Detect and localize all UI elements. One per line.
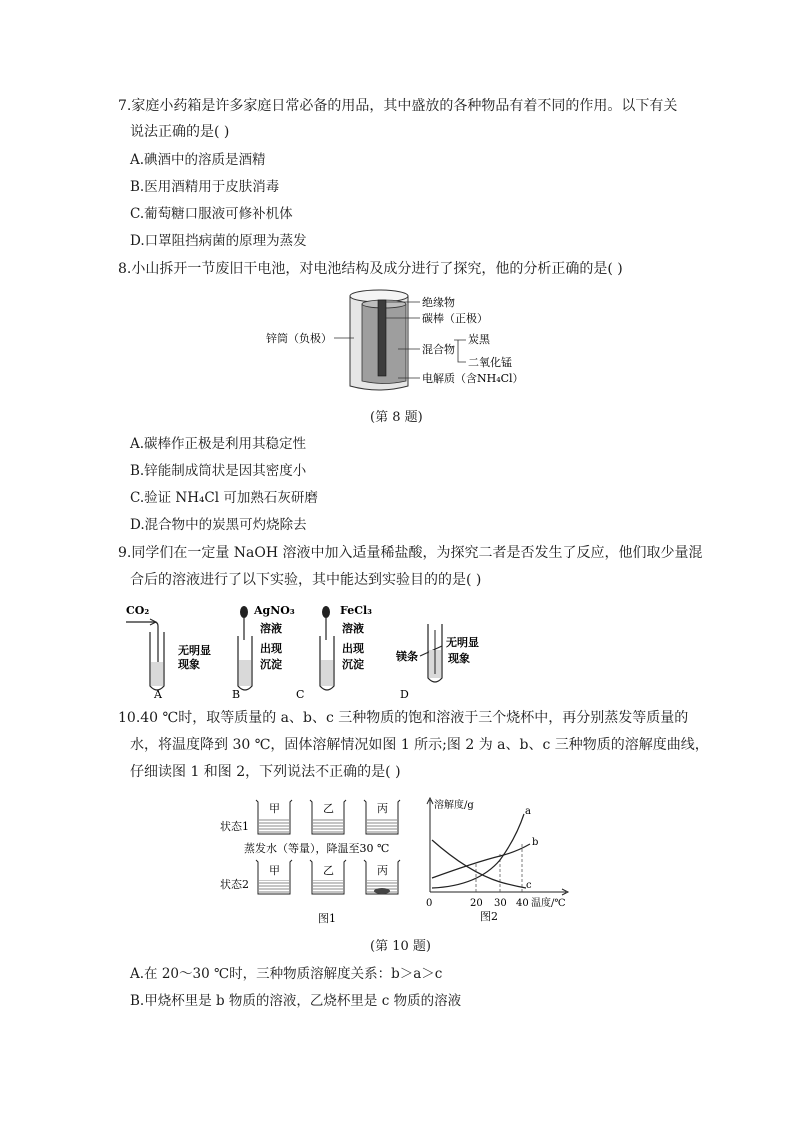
beaker-label-bing-2: 丙 <box>377 864 388 877</box>
label-mg-strip: 镁条 <box>396 650 418 663</box>
a-phenomenon: 现象 <box>178 658 200 671</box>
tick-0: 0 <box>426 898 433 909</box>
q10-option-a: A.在 20～30 ℃时，三种物质溶解度关系：b＞a＞c <box>130 966 443 982</box>
label-state2: 状态2 <box>220 878 249 891</box>
label-carbon-rod: 碳棒（正极） <box>422 312 488 325</box>
tick-30: 30 <box>494 898 507 909</box>
q10-option-b: B.甲烧杯里是 b 物质的溶液，乙烧杯里是 c 物质的溶液 <box>130 993 462 1009</box>
label-mixture: 混合物 <box>422 343 455 356</box>
label-co2: CO₂ <box>126 604 150 617</box>
curve-label-b: b <box>532 837 539 848</box>
curve-label-a: a <box>525 806 531 817</box>
label-zinc-can: 锌筒（负极） <box>266 332 332 345</box>
label-a: A <box>154 688 162 700</box>
q7-option-d: D.口罩阻挡病菌的原理为蒸发 <box>130 233 307 249</box>
curve-b <box>432 844 530 878</box>
c-solution: 溶液 <box>342 622 364 635</box>
q8-option-a: A.碳棒作正极是利用其稳定性 <box>130 436 307 452</box>
beaker-label-yi-2: 乙 <box>323 864 334 877</box>
q8-stem-line1: 8.小山拆开一节废旧干电池，对电池结构及成分进行了探究，他的分析正确的是( ) <box>118 261 623 277</box>
q7-option-c: C.葡萄糖口服液可修补机体 <box>130 206 293 222</box>
label-c: C <box>296 688 305 700</box>
beaker-label-yi-1: 乙 <box>323 802 334 815</box>
q7-option-b: B.医用酒精用于皮肤消毒 <box>130 179 280 195</box>
curve-c <box>432 840 526 888</box>
carbon-rod <box>378 300 386 376</box>
label-d: D <box>400 688 409 700</box>
label-insulator: 绝缘物 <box>422 296 455 309</box>
curve-label-c: c <box>526 880 532 891</box>
q10-caption: (第 10 题) <box>370 939 431 954</box>
label-state1: 状态1 <box>220 820 249 833</box>
q8-option-d: D.混合物中的炭黑可灼烧除去 <box>130 517 307 533</box>
q7-stem-line1: 7.家庭小药箱是许多家庭日常必备的用品，其中盛放的各种物品有着不同的作用。以下有关 <box>118 98 678 114</box>
axis-xlabel: 温度/℃ <box>531 898 566 909</box>
q7-stem-line2: 说法正确的是( ) <box>130 124 230 140</box>
q10-stem-line3: 仔细读图 1 和图 2，下列说法不正确的是( ) <box>130 764 401 780</box>
label-process: 蒸发水（等量），降温至30 ℃ <box>244 842 390 855</box>
label-fecl3: FeCl₃ <box>340 604 372 617</box>
label-electrolyte: 电解质（含NH₄Cl） <box>422 372 524 385</box>
c-appear: 出现 <box>342 642 364 655</box>
b-solution: 溶液 <box>260 622 282 635</box>
q9-stem-line1: 9.同学们在一定量 NaOH 溶液中加入适量稀盐酸，为探究二者是否发生了反应，他们取少量混 <box>118 545 703 561</box>
b-appear: 出现 <box>260 642 282 655</box>
q9-stem-line2: 合后的溶液进行了以下实验，其中能达到实验目的的是( ) <box>130 572 482 588</box>
label-carbon-black: 炭黑 <box>468 333 490 346</box>
q10-stem-line2: 水，将温度降到 30 ℃，固体溶解情况如图 1 所示;图 2 为 a、b、c 三种物质的溶解度曲线， <box>130 737 709 753</box>
axis-ylabel: 溶解度/g <box>434 800 474 811</box>
b-precipitate: 沉淀 <box>260 658 282 671</box>
q8-caption: (第 8 题) <box>370 410 423 425</box>
beaker-label-jia-2: 甲 <box>269 864 280 877</box>
d-phenomenon: 现象 <box>448 652 470 665</box>
q8-option-b: B.锌能制成筒状是因其密度小 <box>130 463 307 479</box>
label-fig2: 图2 <box>480 910 498 923</box>
d-no-change: 无明显 <box>446 636 479 649</box>
battery-figure <box>262 286 542 398</box>
beaker-label-bing-1: 丙 <box>377 802 388 815</box>
q8-option-c: C.验证 NH₄Cl 可加熟石灰研磨 <box>130 490 318 506</box>
fig1-beakers <box>218 792 408 928</box>
label-agno3: AgNO₃ <box>254 604 295 617</box>
experiment-figure <box>124 600 504 700</box>
beaker-label-jia-1: 甲 <box>269 802 280 815</box>
q10-stem-line1: 10.40 ℃时，取等质量的 a、b、c 三种物质的饱和溶液于三个烧杯中，再分别蒸发等质量的 <box>118 710 689 726</box>
c-precipitate: 沉淀 <box>342 658 364 671</box>
a-no-change: 无明显 <box>178 644 211 657</box>
label-fig1: 图1 <box>318 912 336 925</box>
tick-40: 40 <box>516 898 529 909</box>
label-b: B <box>232 688 241 700</box>
fig2-solubility-chart <box>418 790 578 930</box>
q7-option-a: A.碘酒中的溶质是酒精 <box>130 152 266 168</box>
tick-20: 20 <box>470 898 483 909</box>
label-mno2: 二氧化锰 <box>468 356 512 369</box>
